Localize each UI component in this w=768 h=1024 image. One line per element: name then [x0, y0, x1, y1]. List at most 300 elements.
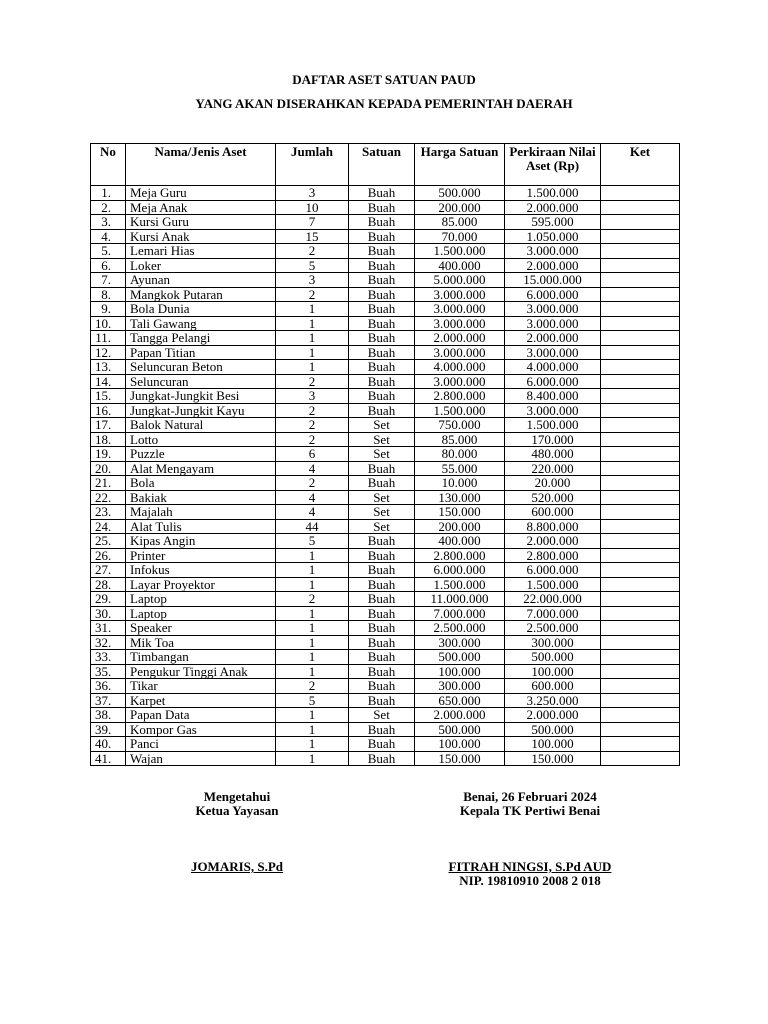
table-row	[91, 302, 680, 317]
cell-perkiraan: 1.050.000	[505, 229, 601, 244]
cell-satuan: Buah	[349, 664, 415, 679]
cell-ket	[601, 461, 680, 476]
cell-harga: 1.500.000	[415, 244, 505, 259]
cell-nama: Wajan	[126, 751, 276, 766]
cell-no: 25.	[91, 534, 126, 549]
cell-no: 22.	[91, 490, 126, 505]
table-row	[91, 650, 680, 665]
cell-no: 23.	[91, 505, 126, 520]
cell-satuan: Buah	[349, 737, 415, 752]
table-row	[91, 679, 680, 694]
cell-ket	[601, 563, 680, 578]
table-row	[91, 461, 680, 476]
cell-perkiraan: 500.000	[505, 722, 601, 737]
cell-ket	[601, 360, 680, 375]
cell-ket	[601, 258, 680, 273]
cell-nama: Puzzle	[126, 447, 276, 462]
cell-harga: 500.000	[415, 186, 505, 201]
cell-harga: 750.000	[415, 418, 505, 433]
table-row	[91, 693, 680, 708]
cell-jumlah: 1	[276, 650, 349, 665]
asset-table	[90, 143, 680, 766]
cell-nama: Papan Titian	[126, 345, 276, 360]
cell-no: 6.	[91, 258, 126, 273]
header-nama: Nama/Jenis Aset	[126, 144, 276, 186]
cell-no: 5.	[91, 244, 126, 259]
header-harga: Harga Satuan	[415, 144, 505, 186]
cell-perkiraan: 6.000.000	[505, 563, 601, 578]
cell-jumlah: 4	[276, 490, 349, 505]
cell-perkiraan: 8.800.000	[505, 519, 601, 534]
cell-nama: Kipas Angin	[126, 534, 276, 549]
cell-satuan: Buah	[349, 389, 415, 404]
header-perkiraan: Perkiraan Nilai Aset (Rp)	[505, 144, 601, 186]
cell-ket	[601, 548, 680, 563]
cell-harga: 5.000.000	[415, 273, 505, 288]
cell-harga: 11.000.000	[415, 592, 505, 607]
cell-harga: 400.000	[415, 258, 505, 273]
cell-satuan: Buah	[349, 229, 415, 244]
cell-satuan: Set	[349, 418, 415, 433]
cell-satuan: Buah	[349, 679, 415, 694]
cell-perkiraan: 22.000.000	[505, 592, 601, 607]
cell-harga: 4.000.000	[415, 360, 505, 375]
cell-nama: Seluncuran	[126, 374, 276, 389]
cell-perkiraan: 480.000	[505, 447, 601, 462]
table-row	[91, 476, 680, 491]
cell-nama: Mangkok Putaran	[126, 287, 276, 302]
cell-nama: Loker	[126, 258, 276, 273]
table-row	[91, 592, 680, 607]
cell-harga: 3.000.000	[415, 287, 505, 302]
cell-satuan: Buah	[349, 215, 415, 230]
cell-ket	[601, 244, 680, 259]
cell-perkiraan: 7.000.000	[505, 606, 601, 621]
cell-harga: 150.000	[415, 505, 505, 520]
cell-ket	[601, 316, 680, 331]
cell-harga: 3.000.000	[415, 302, 505, 317]
cell-no: 3.	[91, 215, 126, 230]
cell-nama: Laptop	[126, 606, 276, 621]
cell-perkiraan: 20.000	[505, 476, 601, 491]
cell-no: 31.	[91, 621, 126, 636]
table-row	[91, 519, 680, 534]
cell-nama: Kursi Guru	[126, 215, 276, 230]
cell-perkiraan: 1.500.000	[505, 577, 601, 592]
cell-satuan: Buah	[349, 316, 415, 331]
cell-nama: Tikar	[126, 679, 276, 694]
cell-satuan: Buah	[349, 287, 415, 302]
cell-no: 37.	[91, 693, 126, 708]
cell-harga: 300.000	[415, 679, 505, 694]
table-row	[91, 186, 680, 201]
cell-no: 33.	[91, 650, 126, 665]
cell-perkiraan: 1.500.000	[505, 186, 601, 201]
cell-perkiraan: 3.000.000	[505, 403, 601, 418]
table-row	[91, 563, 680, 578]
cell-no: 10.	[91, 316, 126, 331]
cell-no: 20.	[91, 461, 126, 476]
table-row	[91, 606, 680, 621]
cell-satuan: Buah	[349, 461, 415, 476]
cell-jumlah: 1	[276, 331, 349, 346]
cell-ket	[601, 331, 680, 346]
cell-satuan: Buah	[349, 345, 415, 360]
table-row	[91, 548, 680, 563]
cell-no: 17.	[91, 418, 126, 433]
table-row	[91, 229, 680, 244]
cell-perkiraan: 3.000.000	[505, 302, 601, 317]
cell-nama: Bola	[126, 476, 276, 491]
cell-perkiraan: 2.000.000	[505, 708, 601, 723]
cell-harga: 200.000	[415, 200, 505, 215]
cell-perkiraan: 4.000.000	[505, 360, 601, 375]
cell-ket	[601, 215, 680, 230]
cell-harga: 400.000	[415, 534, 505, 549]
cell-nama: Meja Guru	[126, 186, 276, 201]
cell-nama: Layar Proyektor	[126, 577, 276, 592]
table-row	[91, 737, 680, 752]
signature-right	[410, 790, 650, 888]
cell-ket	[601, 751, 680, 766]
header-no: No	[91, 144, 126, 186]
cell-no: 1.	[91, 186, 126, 201]
table-row	[91, 389, 680, 404]
cell-jumlah: 2	[276, 418, 349, 433]
table-row	[91, 432, 680, 447]
cell-jumlah: 3	[276, 389, 349, 404]
cell-no: 24.	[91, 519, 126, 534]
asset-table-body	[91, 186, 680, 766]
cell-jumlah: 1	[276, 316, 349, 331]
cell-ket	[601, 592, 680, 607]
cell-satuan: Set	[349, 490, 415, 505]
table-row	[91, 751, 680, 766]
cell-perkiraan: 2.000.000	[505, 331, 601, 346]
table-row	[91, 258, 680, 273]
table-row	[91, 316, 680, 331]
cell-ket	[601, 432, 680, 447]
cell-jumlah: 3	[276, 273, 349, 288]
cell-perkiraan: 150.000	[505, 751, 601, 766]
cell-jumlah: 2	[276, 592, 349, 607]
cell-ket	[601, 664, 680, 679]
cell-jumlah: 2	[276, 403, 349, 418]
cell-harga: 80.000	[415, 447, 505, 462]
cell-no: 7.	[91, 273, 126, 288]
table-row	[91, 505, 680, 520]
cell-perkiraan: 3.000.000	[505, 244, 601, 259]
cell-ket	[601, 403, 680, 418]
document-subtitle: YANG AKAN DISERAHKAN KEPADA PEMERINTAH DAERAH	[195, 96, 573, 111]
signature-left-line1: Mengetahui	[203, 789, 271, 804]
cell-perkiraan: 3.000.000	[505, 345, 601, 360]
cell-ket	[601, 708, 680, 723]
cell-jumlah: 10	[276, 200, 349, 215]
signature-right-line2: Kepala TK Pertiwi Benai	[459, 803, 601, 818]
cell-perkiraan: 520.000	[505, 490, 601, 505]
cell-satuan: Buah	[349, 563, 415, 578]
cell-no: 39.	[91, 722, 126, 737]
cell-harga: 100.000	[415, 664, 505, 679]
cell-harga: 300.000	[415, 635, 505, 650]
cell-no: 9.	[91, 302, 126, 317]
table-row	[91, 722, 680, 737]
cell-harga: 150.000	[415, 751, 505, 766]
cell-satuan: Buah	[349, 592, 415, 607]
cell-jumlah: 2	[276, 374, 349, 389]
cell-perkiraan: 1.500.000	[505, 418, 601, 433]
cell-nama: Alat Tulis	[126, 519, 276, 534]
cell-ket	[601, 505, 680, 520]
cell-nama: Jungkat-Jungkit Kayu	[126, 403, 276, 418]
cell-jumlah: 15	[276, 229, 349, 244]
cell-jumlah: 1	[276, 606, 349, 621]
cell-ket	[601, 287, 680, 302]
cell-harga: 2.000.000	[415, 331, 505, 346]
cell-nama: Tali Gawang	[126, 316, 276, 331]
cell-ket	[601, 737, 680, 752]
cell-satuan: Buah	[349, 722, 415, 737]
signature-right-nip: NIP. 19810910 2008 2 018	[459, 873, 601, 888]
cell-satuan: Buah	[349, 331, 415, 346]
table-row	[91, 403, 680, 418]
cell-jumlah: 4	[276, 461, 349, 476]
cell-satuan: Buah	[349, 186, 415, 201]
table-row	[91, 360, 680, 375]
cell-harga: 2.800.000	[415, 389, 505, 404]
cell-no: 40.	[91, 737, 126, 752]
cell-nama: Lotto	[126, 432, 276, 447]
cell-nama: Bola Dunia	[126, 302, 276, 317]
cell-satuan: Buah	[349, 360, 415, 375]
cell-harga: 500.000	[415, 722, 505, 737]
cell-no: 35.	[91, 664, 126, 679]
cell-perkiraan: 500.000	[505, 650, 601, 665]
cell-jumlah: 1	[276, 722, 349, 737]
cell-ket	[601, 186, 680, 201]
cell-nama: Majalah	[126, 505, 276, 520]
cell-ket	[601, 273, 680, 288]
cell-nama: Pengukur Tinggi Anak	[126, 664, 276, 679]
cell-harga: 3.000.000	[415, 316, 505, 331]
cell-nama: Meja Anak	[126, 200, 276, 215]
cell-jumlah: 1	[276, 737, 349, 752]
cell-jumlah: 1	[276, 563, 349, 578]
cell-harga: 130.000	[415, 490, 505, 505]
cell-nama: Kompor Gas	[126, 722, 276, 737]
cell-perkiraan: 595.000	[505, 215, 601, 230]
cell-nama: Kursi Anak	[126, 229, 276, 244]
cell-harga: 70.000	[415, 229, 505, 244]
signature-right-name: FITRAH NINGSI, S.Pd AUD	[448, 859, 612, 874]
document-title: DAFTAR ASET SATUAN PAUD	[292, 72, 476, 87]
cell-no: 8.	[91, 287, 126, 302]
cell-harga: 3.000.000	[415, 374, 505, 389]
cell-no: 16.	[91, 403, 126, 418]
cell-satuan: Buah	[349, 548, 415, 563]
cell-nama: Seluncuran Beton	[126, 360, 276, 375]
cell-nama: Laptop	[126, 592, 276, 607]
cell-harga: 1.500.000	[415, 403, 505, 418]
cell-ket	[601, 606, 680, 621]
cell-satuan: Buah	[349, 258, 415, 273]
cell-no: 18.	[91, 432, 126, 447]
table-row	[91, 200, 680, 215]
cell-harga: 2.800.000	[415, 548, 505, 563]
cell-satuan: Buah	[349, 273, 415, 288]
cell-nama: Balok Natural	[126, 418, 276, 433]
table-row	[91, 374, 680, 389]
cell-jumlah: 6	[276, 447, 349, 462]
signature-left	[137, 790, 337, 874]
cell-no: 27.	[91, 563, 126, 578]
cell-no: 28.	[91, 577, 126, 592]
table-row	[91, 215, 680, 230]
table-row	[91, 287, 680, 302]
cell-perkiraan: 600.000	[505, 505, 601, 520]
cell-harga: 650.000	[415, 693, 505, 708]
cell-perkiraan: 100.000	[505, 664, 601, 679]
cell-satuan: Set	[349, 505, 415, 520]
cell-ket	[601, 679, 680, 694]
cell-ket	[601, 722, 680, 737]
cell-jumlah: 5	[276, 534, 349, 549]
cell-ket	[601, 302, 680, 317]
cell-no: 21.	[91, 476, 126, 491]
cell-nama: Speaker	[126, 621, 276, 636]
cell-satuan: Buah	[349, 577, 415, 592]
signature-right-line1: Benai, 26 Februari 2024	[463, 789, 597, 804]
cell-ket	[601, 577, 680, 592]
cell-satuan: Buah	[349, 534, 415, 549]
cell-jumlah: 1	[276, 751, 349, 766]
cell-jumlah: 2	[276, 244, 349, 259]
cell-perkiraan: 170.000	[505, 432, 601, 447]
cell-perkiraan: 220.000	[505, 461, 601, 476]
cell-no: 4.	[91, 229, 126, 244]
cell-harga: 2.000.000	[415, 708, 505, 723]
signature-left-line2: Ketua Yayasan	[195, 803, 279, 818]
table-row	[91, 534, 680, 549]
cell-ket	[601, 200, 680, 215]
cell-ket	[601, 635, 680, 650]
cell-jumlah: 4	[276, 505, 349, 520]
cell-nama: Ayunan	[126, 273, 276, 288]
cell-jumlah: 1	[276, 548, 349, 563]
table-header-row	[91, 144, 680, 186]
cell-nama: Lemari Hias	[126, 244, 276, 259]
cell-satuan: Set	[349, 519, 415, 534]
cell-no: 36.	[91, 679, 126, 694]
cell-jumlah: 1	[276, 635, 349, 650]
cell-nama: Alat Mengayam	[126, 461, 276, 476]
cell-nama: Timbangan	[126, 650, 276, 665]
cell-jumlah: 1	[276, 664, 349, 679]
cell-harga: 3.000.000	[415, 345, 505, 360]
header-ket: Ket	[601, 144, 680, 186]
cell-harga: 1.500.000	[415, 577, 505, 592]
cell-satuan: Buah	[349, 751, 415, 766]
cell-ket	[601, 345, 680, 360]
cell-jumlah: 7	[276, 215, 349, 230]
table-row	[91, 273, 680, 288]
cell-ket	[601, 447, 680, 462]
cell-no: 41.	[91, 751, 126, 766]
table-row	[91, 447, 680, 462]
cell-ket	[601, 476, 680, 491]
cell-jumlah: 2	[276, 432, 349, 447]
cell-harga: 200.000	[415, 519, 505, 534]
cell-satuan: Buah	[349, 650, 415, 665]
cell-satuan: Buah	[349, 200, 415, 215]
cell-harga: 7.000.000	[415, 606, 505, 621]
cell-harga: 85.000	[415, 432, 505, 447]
cell-perkiraan: 300.000	[505, 635, 601, 650]
cell-harga: 6.000.000	[415, 563, 505, 578]
header-jumlah: Jumlah	[276, 144, 349, 186]
cell-nama: Mik Toa	[126, 635, 276, 650]
cell-nama: Infokus	[126, 563, 276, 578]
table-row	[91, 577, 680, 592]
cell-no: 29.	[91, 592, 126, 607]
cell-no: 30.	[91, 606, 126, 621]
cell-perkiraan: 15.000.000	[505, 273, 601, 288]
cell-perkiraan: 2.000.000	[505, 200, 601, 215]
cell-ket	[601, 519, 680, 534]
cell-perkiraan: 6.000.000	[505, 287, 601, 302]
cell-harga: 2.500.000	[415, 621, 505, 636]
cell-harga: 500.000	[415, 650, 505, 665]
cell-nama: Printer	[126, 548, 276, 563]
cell-perkiraan: 2.800.000	[505, 548, 601, 563]
cell-jumlah: 1	[276, 360, 349, 375]
cell-nama: Karpet	[126, 693, 276, 708]
cell-no: 14.	[91, 374, 126, 389]
cell-satuan: Buah	[349, 374, 415, 389]
cell-jumlah: 44	[276, 519, 349, 534]
cell-nama: Tangga Pelangi	[126, 331, 276, 346]
cell-no: 26.	[91, 548, 126, 563]
cell-satuan: Buah	[349, 621, 415, 636]
cell-jumlah: 2	[276, 287, 349, 302]
cell-jumlah: 5	[276, 693, 349, 708]
cell-no: 19.	[91, 447, 126, 462]
cell-perkiraan: 600.000	[505, 679, 601, 694]
cell-ket	[601, 621, 680, 636]
cell-jumlah: 3	[276, 186, 349, 201]
table-row	[91, 635, 680, 650]
cell-perkiraan: 2.000.000	[505, 534, 601, 549]
table-row	[91, 244, 680, 259]
cell-satuan: Buah	[349, 476, 415, 491]
cell-jumlah: 1	[276, 577, 349, 592]
signature-left-name: JOMARIS, S.Pd	[190, 859, 284, 874]
cell-ket	[601, 650, 680, 665]
cell-perkiraan: 2.500.000	[505, 621, 601, 636]
cell-perkiraan: 3.250.000	[505, 693, 601, 708]
cell-perkiraan: 100.000	[505, 737, 601, 752]
table-row	[91, 621, 680, 636]
cell-no: 32.	[91, 635, 126, 650]
cell-ket	[601, 418, 680, 433]
cell-satuan: Buah	[349, 244, 415, 259]
cell-no: 13.	[91, 360, 126, 375]
table-row	[91, 664, 680, 679]
cell-perkiraan: 2.000.000	[505, 258, 601, 273]
cell-jumlah: 1	[276, 621, 349, 636]
cell-nama: Jungkat-Jungkit Besi	[126, 389, 276, 404]
